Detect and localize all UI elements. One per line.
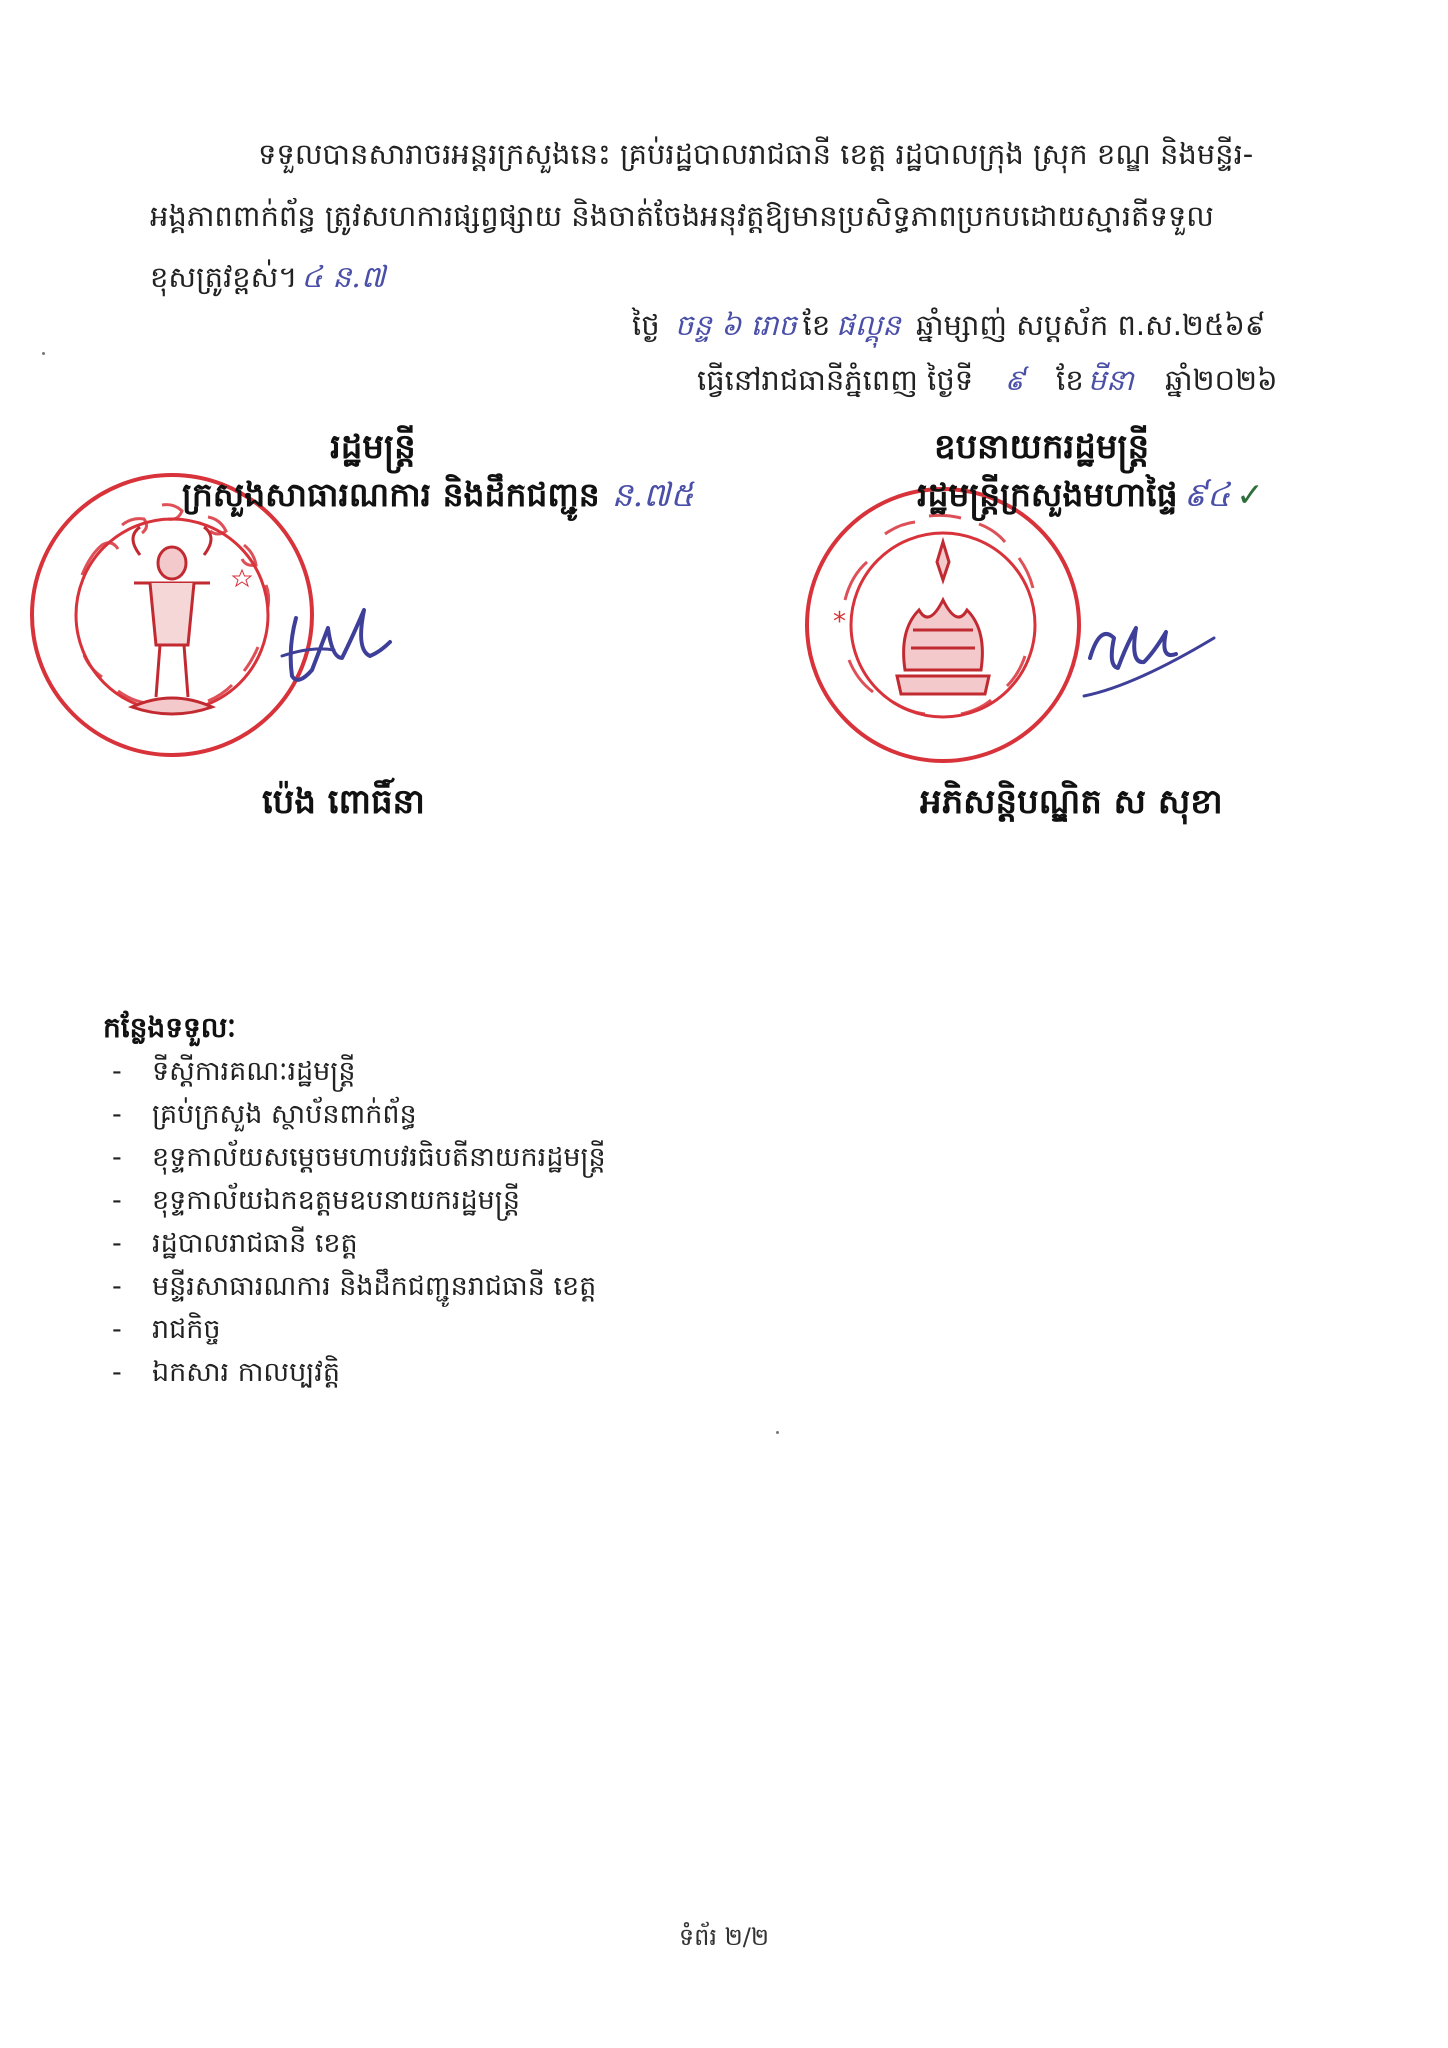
list-dash: - (112, 1314, 122, 1345)
body-line-2: អង្គភាពពាក់ព័ន្ធ ត្រូវសហការផ្សព្វផ្សាយ និងចាត់ចែងអនុវត្តឱ្យមានប្រសិទ្ធភាពប្រកបដោយស្មារតីទទួល (150, 199, 1214, 233)
recipient-label: រដ្ឋបាលរាជធានី ខេត្ត (152, 1228, 358, 1259)
body-line-3-text: ខុសត្រូវខ្ពស់។ (150, 260, 298, 294)
recipient-label: គ្រប់ក្រសួង ស្ថាប័នពាក់ព័ន្ធ (152, 1099, 417, 1130)
recipient-item (112, 1270, 596, 1309)
recipient-label: ឯកសារ កាលប្បវត្តិ (152, 1357, 341, 1388)
recipient-label: ទីស្តីការគណៈរដ្ឋមន្ត្រី (152, 1056, 356, 1087)
body-line-1: ទទួលបានសារាចរអន្តរក្រសួងនេះ គ្រប់រដ្ឋបាលរាជធានី ខេត្ត រដ្ឋបាលក្រុង ស្រុក ខណ្ឌ និងមន្ទីរ- (258, 137, 1254, 171)
left-signatory-name: ប៉េង ពោធិ៍នា (262, 782, 425, 822)
lunar-month-label: ខែ (802, 308, 831, 342)
right-ministry-text: រដ្ឋមន្ត្រីក្រសួងមហាផ្ទៃ (917, 475, 1178, 514)
list-dash: - (112, 1099, 122, 1130)
left-signatory-title: រដ្ឋមន្ត្រី (330, 427, 416, 467)
recipient-label: រាជកិច្ច (152, 1314, 221, 1345)
recipient-item (112, 1055, 356, 1094)
check-mark-icon: ✓ (1236, 475, 1264, 514)
handwritten-lunar-month: ផល្គុន (836, 308, 901, 342)
list-dash: - (112, 1056, 122, 1087)
right-signatory-ministry (917, 475, 1264, 523)
left-signatory-ministry (182, 475, 694, 523)
page-number: ទំព័រ ២/២ (678, 1923, 770, 1951)
right-signatory-name: អភិសន្តិបណ្ឌិត ស សុខា (920, 782, 1223, 822)
handwritten-annotation: ៤ ន.៧ (301, 260, 386, 295)
lunar-date-line (632, 305, 1265, 345)
lunar-year-text: ឆ្នាំម្សាញ់ សប្តស័ក ព.ស.២៥៦៩ (915, 308, 1266, 342)
list-dash: - (112, 1142, 122, 1173)
recipient-item (112, 1098, 417, 1137)
handwritten-solar-month: មីនា (1087, 363, 1134, 397)
solar-month-label: ខែ (1056, 363, 1084, 397)
right-signature (1040, 600, 1220, 720)
list-dash: - (112, 1357, 122, 1388)
left-signature (262, 578, 422, 698)
recipient-item (112, 1227, 358, 1266)
recipient-item (112, 1184, 520, 1223)
recipient-item (112, 1313, 221, 1352)
recipient-label: ខុទ្ទកាល័យសម្តេចមហាបវរធិបតីនាយករដ្ឋមន្ត្រី (152, 1142, 606, 1173)
solar-year-text: ឆ្នាំ២០២៦ (1165, 363, 1278, 397)
right-handwritten-note: ៩៤ (1183, 475, 1231, 514)
handwritten-solar-day: ៩ (1004, 363, 1025, 397)
scan-speck (42, 352, 45, 355)
handwritten-lunar-day: ចន្ទ ៦ រោច (674, 308, 797, 342)
list-dash: - (112, 1185, 122, 1216)
recipient-label: ខុទ្ទកាល័យឯកឧត្តមឧបនាយករដ្ឋមន្ត្រី (152, 1185, 520, 1216)
body-line-3 (150, 257, 385, 298)
right-signatory-title: ឧបនាយករដ្ឋមន្ត្រី (934, 427, 1150, 467)
recipient-item (112, 1356, 340, 1395)
recipient-item (112, 1141, 606, 1180)
list-dash: - (112, 1271, 122, 1302)
svg-text:*: * (833, 607, 846, 637)
lunar-date-prefix: ថ្ងៃ (632, 308, 660, 342)
solar-date-line (697, 360, 1278, 400)
recipient-label: មន្ទីរសាធារណការ និងដឹកជញ្ជូនរាជធានី ខេត្ត (152, 1271, 597, 1302)
recipients-heading: កន្លែងទទួលៈ (103, 1011, 236, 1044)
left-ministry-text: ក្រសួងសាធារណការ និងដឹកជញ្ជូន (182, 475, 600, 514)
left-handwritten-note: ន.៧៥ (611, 475, 694, 514)
list-dash: - (112, 1228, 122, 1259)
solar-date-prefix: ធ្វើនៅរាជធានីភ្នំពេញ ថ្ងៃទី (697, 363, 974, 397)
scan-speck (776, 1431, 779, 1434)
